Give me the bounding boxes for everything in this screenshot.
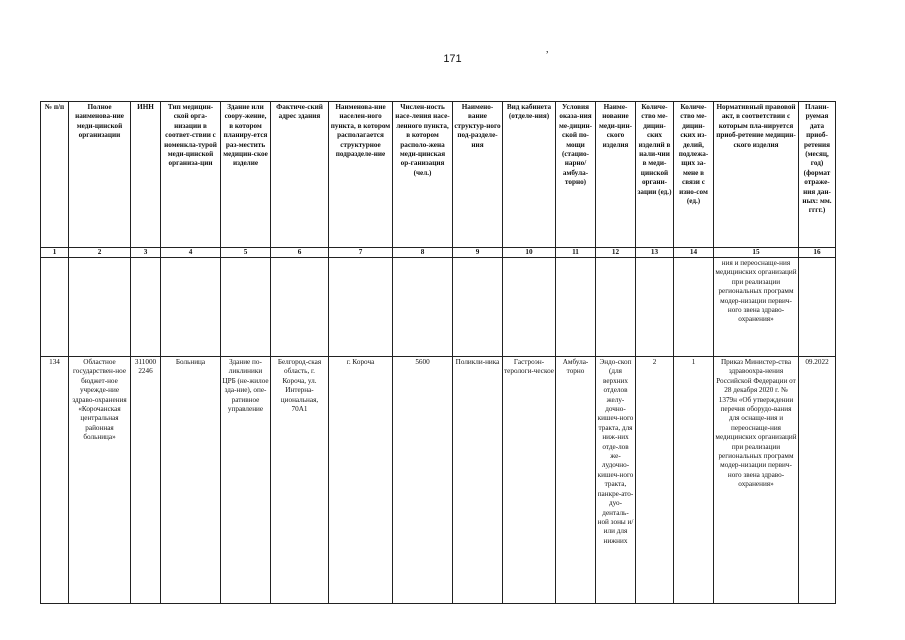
table-cell <box>221 258 271 357</box>
legal-act: Приказ Министер-ства здравоохра-нения Российской Федерации от 28 декабря 2020 г. № 1379н «Об утверждении перечня оборудо-вания для оснаще-ния и переоснаще-ния медицинских организаций при реализации региональных программ модер-низации первич-ного звена здраво-охранения» <box>714 357 799 604</box>
header-cell: Наиме-нование меди-цин-ского изделия <box>596 102 636 248</box>
population: 5600 <box>393 357 453 604</box>
table-cell <box>329 258 393 357</box>
column-number: 6 <box>271 248 329 258</box>
planned-date: 09.2022 <box>799 357 836 604</box>
qty-available: 2 <box>636 357 674 604</box>
header-cell: № п/п <box>41 102 69 248</box>
medical-device: Эндо-скоп (для верхних отделов желу-дочно-кишеч-ного тракта, для ниж-них отде-лов же-лудочно-кишеч-ного тракта, панкре-ато-дуо-денталь-ной зоны и/или для нижних <box>596 357 636 604</box>
column-number: 10 <box>503 248 556 258</box>
column-number: 15 <box>714 248 799 258</box>
table-cell <box>596 258 636 357</box>
column-number: 2 <box>69 248 131 258</box>
header-cell: Здание или соору-жение, в котором планиру-ется раз-местить медицин-ское изделие <box>221 102 271 248</box>
cabinet-type: Гастроэн-терологи-ческое <box>503 357 556 604</box>
header-cell: Вид кабинета (отделе-ния) <box>503 102 556 248</box>
legal-act-continuation: ния и переоснаще-ния медицинских организаций при реализации региональных программ модер-низации первич-ного звена здраво-охранения» <box>714 258 799 357</box>
header-row <box>41 102 836 248</box>
registry-table <box>40 101 836 604</box>
locality: г. Короча <box>329 357 393 604</box>
table-row <box>41 357 836 604</box>
header-cell: Нормативный правовой акт, в соответствии с которым пла-нируется приоб-ретение медицин-ского изделия <box>714 102 799 248</box>
table-cell <box>799 258 836 357</box>
column-number: 7 <box>329 248 393 258</box>
header-cell: ИНН <box>131 102 161 248</box>
table-cell <box>674 258 714 357</box>
org-type: Больница <box>161 357 221 604</box>
building: Здание по-ликлиники ЦРБ (не-жилое зда-ние), опе-ративное управление <box>221 357 271 604</box>
header-cell: Фактиче-ский адрес здания <box>271 102 329 248</box>
header-cell: Условия оказа-ния ме-дицин-ской по-мощи (стацио-нарно/ амбула-торно) <box>556 102 596 248</box>
column-number: 14 <box>674 248 714 258</box>
header-cell: Наимено-вание структур-ного под-разделе-ния <box>453 102 503 248</box>
table-cell <box>453 258 503 357</box>
header-cell: Тип медицин-ской орга-низации в соответ-ствии с номенкла-турой меди-цинской организа-ции <box>161 102 221 248</box>
header-cell: Наименова-ние населен-ного пункта, в котором располагается структурное подразделе-ние <box>329 102 393 248</box>
continuation-row <box>41 258 836 357</box>
stray-mark: , <box>546 44 549 55</box>
column-number: 11 <box>556 248 596 258</box>
page-number: 171 <box>443 53 462 65</box>
table-cell <box>636 258 674 357</box>
column-number: 12 <box>596 248 636 258</box>
column-number: 8 <box>393 248 453 258</box>
address: Белгород-ская область, г. Короча, ул. Интерна-циональная, 70А1 <box>271 357 329 604</box>
header-cell: Полное наименова-ние меди-цинской организации <box>69 102 131 248</box>
header-cell: Числен-ность насе-ления насе-ленного пункта, в котором располо-жена меди-цинская ор-ганизация (чел.) <box>393 102 453 248</box>
table-cell <box>503 258 556 357</box>
header-cell: Количе-ство ме-дицин-ских изделий в нали-чии в меди-цинской органи-зации (ед.) <box>636 102 674 248</box>
column-number: 16 <box>799 248 836 258</box>
care-conditions: Амбула-торно <box>556 357 596 604</box>
column-number: 4 <box>161 248 221 258</box>
table-cell <box>131 258 161 357</box>
column-number: 5 <box>221 248 271 258</box>
qty-replace: 1 <box>674 357 714 604</box>
org-name: Областное государствен-ное бюджет-ное учрежде-ние здраво-охранения «Корочанская центральная районная больница» <box>69 357 131 604</box>
table-cell <box>393 258 453 357</box>
subdivision: Поликли-ника <box>453 357 503 604</box>
table-cell <box>161 258 221 357</box>
column-number-row <box>41 248 836 258</box>
column-number: 1 <box>41 248 69 258</box>
table-cell <box>69 258 131 357</box>
inn: 311000 2246 <box>131 357 161 604</box>
table-cell <box>271 258 329 357</box>
table-cell <box>556 258 596 357</box>
header-cell: Количе-ство ме-дицин-ских из-делий, подлежа-щих за-мене в связи с изно-сом (ед.) <box>674 102 714 248</box>
header-cell: Плани-руемая дата приоб-ретения (месяц, год) (формат отраже-ния дан-ных: мм. гггг.) <box>799 102 836 248</box>
column-number: 3 <box>131 248 161 258</box>
row-number: 134 <box>41 357 69 604</box>
table-cell <box>41 258 69 357</box>
column-number: 13 <box>636 248 674 258</box>
column-number: 9 <box>453 248 503 258</box>
